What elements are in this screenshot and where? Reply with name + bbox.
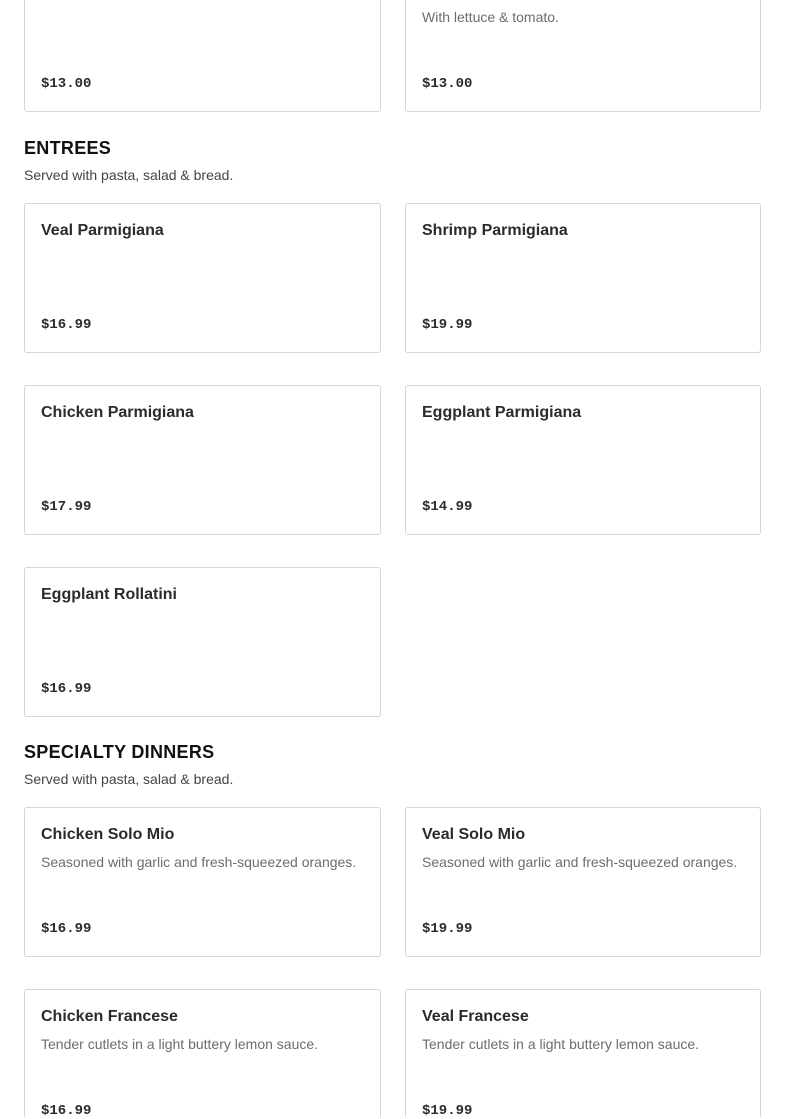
menu-item-card[interactable] xyxy=(24,989,381,1117)
section-title-specialty-dinners: SPECIALTY DINNERS xyxy=(24,742,215,762)
item-description: With lettuce & tomato. xyxy=(422,9,559,25)
item-price: $17.99 xyxy=(41,499,92,515)
item-description: Tender cutlets in a light buttery lemon sauce. xyxy=(422,1036,700,1052)
menu-item-card[interactable] xyxy=(24,203,381,353)
item-name: Chicken Francese xyxy=(41,1008,178,1025)
item-price: $19.99 xyxy=(422,921,473,937)
item-description: Seasoned with garlic and fresh-squeezed oranges. xyxy=(422,854,738,870)
menu-item-card[interactable] xyxy=(405,0,761,112)
item-name: Shrimp Parmigiana xyxy=(422,222,568,239)
item-name: Chicken Solo Mio xyxy=(41,826,175,843)
item-price: $13.00 xyxy=(41,76,92,92)
item-name: Eggplant Parmigiana xyxy=(422,404,582,421)
item-price: $16.99 xyxy=(41,317,92,333)
item-name: Veal Parmigiana xyxy=(41,222,164,239)
section-subtitle-entrees: Served with pasta, salad & bread. xyxy=(24,167,234,183)
item-price: $19.99 xyxy=(422,317,473,333)
item-name: Veal Solo Mio xyxy=(422,826,526,843)
item-price: $16.99 xyxy=(41,1103,92,1119)
menu-item-card[interactable] xyxy=(24,807,381,957)
menu-item-card[interactable] xyxy=(24,385,381,535)
menu-item-card[interactable] xyxy=(24,0,381,112)
item-price: $14.99 xyxy=(422,499,473,515)
item-name: Chicken Parmigiana xyxy=(41,404,194,421)
menu-item-card[interactable] xyxy=(405,989,761,1117)
menu-item-card[interactable] xyxy=(24,567,381,717)
item-price: $19.99 xyxy=(422,1103,473,1119)
menu-item-card[interactable] xyxy=(405,807,761,957)
item-price: $13.00 xyxy=(422,76,473,92)
section-title-entrees: ENTREES xyxy=(24,138,112,158)
section-subtitle-specialty-dinners: Served with pasta, salad & bread. xyxy=(24,771,234,787)
menu-item-card[interactable] xyxy=(405,203,761,353)
item-price: $16.99 xyxy=(41,921,92,937)
menu-item-card[interactable] xyxy=(405,385,761,535)
item-name: Veal Francese xyxy=(422,1008,529,1025)
item-name: Eggplant Rollatini xyxy=(41,586,177,603)
item-price: $16.99 xyxy=(41,681,92,697)
item-description: Tender cutlets in a light buttery lemon sauce. xyxy=(41,1036,319,1052)
item-description: Seasoned with garlic and fresh-squeezed oranges. xyxy=(41,854,357,870)
